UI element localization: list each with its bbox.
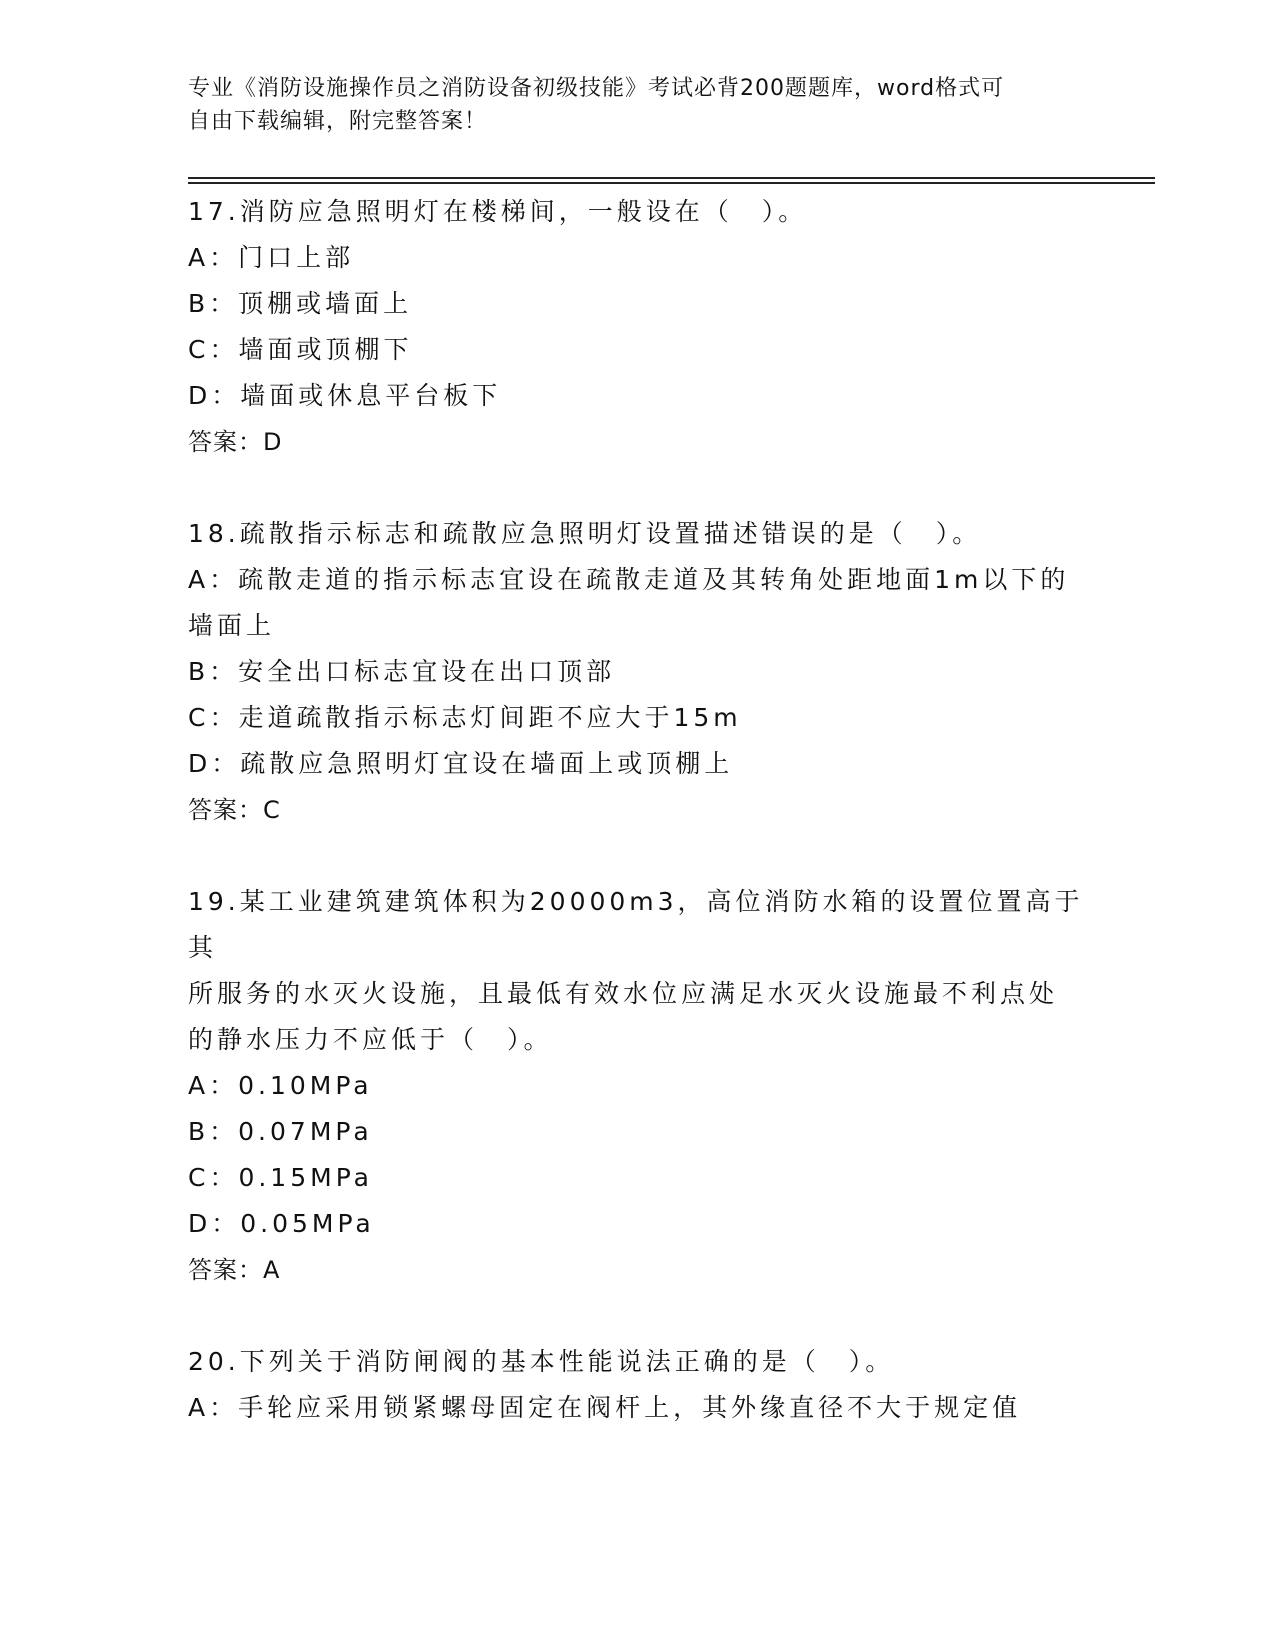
header-line-1: 专业《消防设施操作员之消防设备初级技能》考试必背200题题库，word格式可 [188,76,1005,101]
header-line-2: 自由下载编辑，附完整答案！ [188,109,488,134]
answer-value: C [263,796,280,824]
answer-value: A [263,1256,280,1284]
question-stem: 17.消防应急照明灯在楼梯间，一般设在（ ）。 [188,197,808,226]
option-b: B：顶棚或墙面上 [188,289,413,318]
answer-line [188,787,1088,833]
answer-line [188,419,1088,465]
option-d: D：墙面或休息平台板下 [188,381,502,410]
question-spacer [188,1293,1088,1339]
option-c: C：0.15MPa [188,1163,373,1192]
answer-label: 答案： [188,796,263,824]
answer-label: 答案： [188,1256,263,1284]
question-20 [188,1339,1088,1431]
question-spacer [188,833,1088,879]
option-a: A：手轮应采用锁紧螺母固定在阀杆上，其外缘直径不大于规定值 [188,1393,1022,1422]
option-b: B：0.07MPa [188,1117,373,1146]
question-stem: 18.疏散指示标志和疏散应急照明灯设置描述错误的是（ ）。 [188,519,982,548]
question-stem: 20.下列关于消防闸阀的基本性能说法正确的是（ ）。 [188,1347,895,1376]
option-b: B：安全出口标志宜设在出口顶部 [188,657,616,686]
option-a: A：疏散走道的指示标志宜设在疏散走道及其转角处距地面1m以下的 [188,565,1070,594]
option-a: A：门口上部 [188,243,355,272]
question-18 [188,511,1088,833]
option-c: C：走道疏散指示标志灯间距不应大于15m [188,703,742,732]
option-c: C：墙面或顶棚下 [188,335,413,364]
question-stem-continued: 的静水压力不应低于（ ）。 [188,1025,553,1054]
option-d: D：疏散应急照明灯宜设在墙面上或顶棚上 [188,749,734,778]
header-divider-top [188,177,1155,179]
answer-value: D [263,428,282,456]
option-d: D：0.05MPa [188,1209,375,1238]
question-list [188,189,1088,1431]
answer-line [188,1247,1088,1293]
option-a: A：0.10MPa [188,1071,373,1100]
document-header [188,72,1068,138]
answer-label: 答案： [188,428,263,456]
header-divider-bottom [188,182,1155,184]
question-spacer [188,465,1088,511]
option-a-continued: 墙面上 [188,611,276,640]
question-stem: 19.某工业建筑建筑体积为20000m3，高位消防水箱的设置位置高于其 [188,887,1084,962]
question-17 [188,189,1088,465]
question-19 [188,879,1088,1293]
question-stem-continued: 所服务的水灭火设施，且最低有效水位应满足水灭火设施最不利点处 [188,979,1059,1008]
